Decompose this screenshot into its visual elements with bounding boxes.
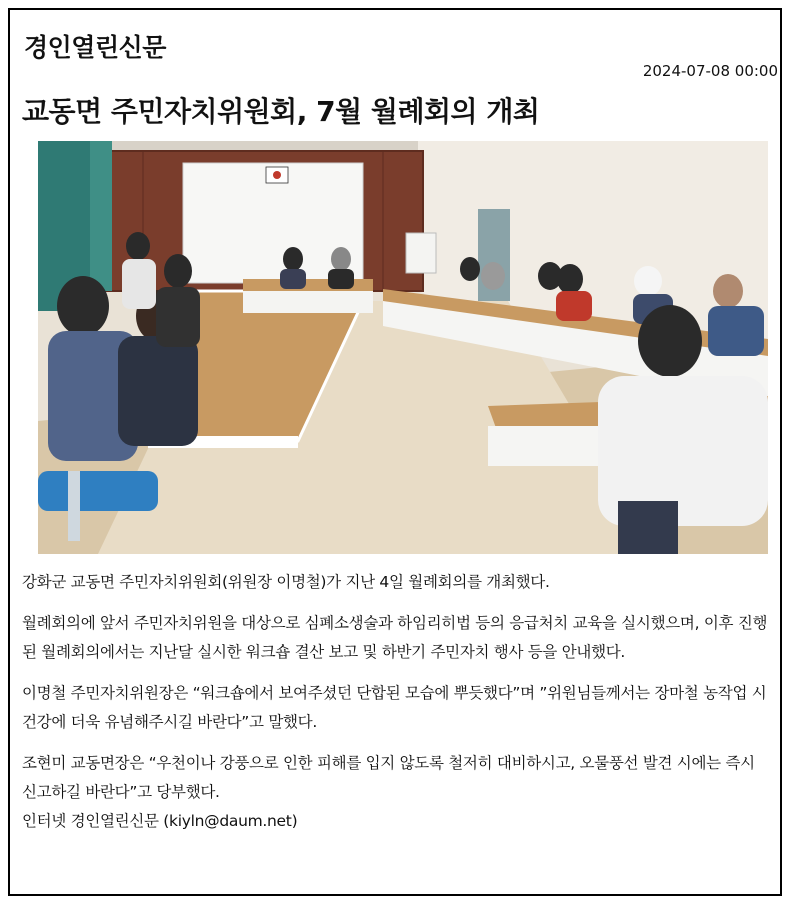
article-body bbox=[22, 568, 774, 836]
newspaper-name: 경인열린신문 bbox=[24, 33, 166, 62]
article-headline: 교동면 주민자치위원회, 7월 월례회의 개최 bbox=[22, 95, 540, 128]
article-paragraph: 조현미 교동면장은 “우천이나 강풍으로 인한 피해를 입지 않도록 철저히 대비하시고, 오물풍선 발견 시에는 즉시 신고하길 바란다”고 당부했다. bbox=[22, 754, 755, 801]
article-paragraph: 이명철 주민자치위원장은 “워크숍에서 보여주셨던 단합된 모습에 뿌듯했다”며 ”위원님들께서는 장마철 농작업 시 건강에 더욱 유념해주시길 바란다”고 말했다. bbox=[22, 684, 767, 731]
article-frame bbox=[8, 8, 782, 896]
article-byline: 인터넷 경인열린신문 (kiyln@daum.net) bbox=[22, 812, 298, 830]
meeting-room-photo-icon bbox=[38, 141, 768, 554]
article-photo bbox=[38, 141, 768, 554]
article-paragraph: 강화군 교동면 주민자치위원회(위원장 이명철)가 지난 4일 월례회의를 개최했다. bbox=[22, 573, 550, 591]
publish-datetime: 2024-07-08 00:00 bbox=[642, 62, 778, 80]
article-paragraph: 월례회의에 앞서 주민자치위원을 대상으로 심폐소생술과 하임리히법 등의 응급처치 교육을 실시했으며, 이후 진행된 월례회의에서는 지난달 실시한 워크숍 결산 보고 및 하반기 주민자치 행사 등을 안내했다. bbox=[22, 614, 768, 661]
